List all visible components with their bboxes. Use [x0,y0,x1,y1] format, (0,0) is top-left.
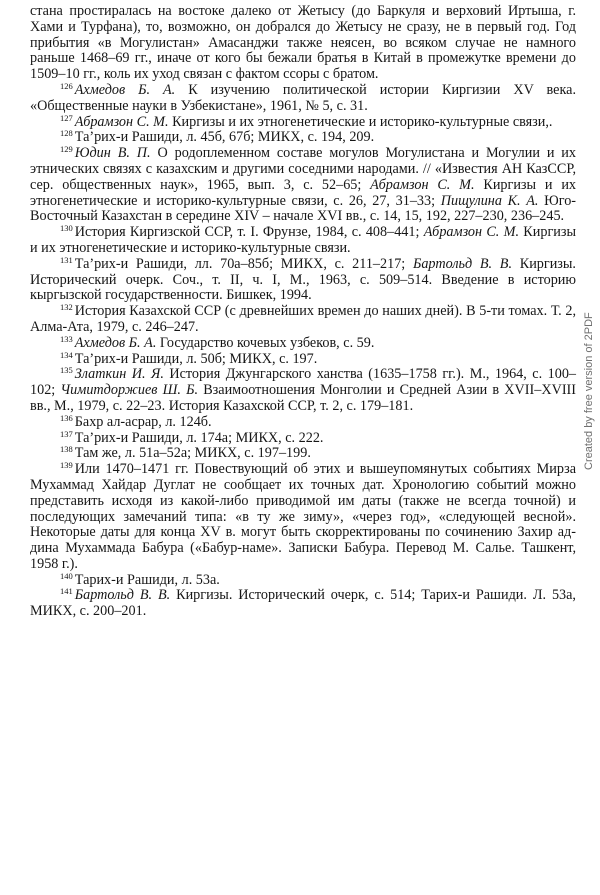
footnote-number: 138 [60,444,73,455]
footnote-number: 134 [60,349,73,360]
footnote-text: Киргизы. Исторический очерк. Соч., т. II, ч. I, М., 1963, с. 509–514. Введение в историю кыргызской государственности. Бишкек, 1994. [30,255,576,304]
footnote [30,349,576,368]
footnote-text: История Джунгарского ханства (1635–1758 гг.). М., 1964, с. 100–102; [30,366,577,399]
footnote-text: Взаимоотношения Монголии и Средней Азии в XVII–XVIII вв., М., 1979, с. 22–23. История Казахской ССР, т. 2, с. 179–181. [30,382,577,414]
footnote-number: 128 [60,128,73,139]
footnote-number: 136 [60,412,73,423]
footnote-number: 135 [60,365,73,376]
footnote-number: 131 [60,254,73,265]
footnote-text: Юго-Восточный Казахстан в середине XIV – начале XVI вв., с. 14, 15, 192, 227–230, 236–245. [30,192,577,225]
footnote-number: 129 [60,144,73,155]
footnote [30,112,576,131]
footnotes-list [30,80,577,620]
footnote-text: Или 1470–1471 гг. Повествующий об этих и вышеупомянутых событиях Мирза Мухаммад Хайдар Дуглат не сообщает их точных дат. Хронологию событий можно представить исходя из какой-либо приводимой им даты (также не всегда точной) и последующих замечаний типа: «в ту же зиму», «через год», «следующей весной». Некоторые даты для конца XV в. могут быть скорректированы по сочинению Захир ад-дина Мухаммада Бабура («Бабур-наме». Записки Бабура. Перевод М. Салье. Ташкент, 1958 г.). [30,461,576,572]
footnote-text: Та’рих-и Рашиди, л. 174а; МИКХ, с. 222. [74,429,324,446]
footnote-text: Киргизы и их этногенетические и историко-культурные связи,. [168,113,553,130]
footnote [30,428,576,447]
footnote [30,146,576,225]
footnote-text: Киргизы. Исторический очерк, с. 514; Тарих-и Рашиди. Л. 53а, МИКХ, с. 200–201. [30,587,576,620]
footnote [30,412,576,431]
footnote [30,588,576,620]
footnote-text: Там же, л. 51а–52а; МИКХ, с. 197–199. [74,445,311,462]
intro-paragraph: стана простиралась на востоке далеко от Жетысу (до Баркуля и верховий Иртыша, г. Хами и Турфана), то, возможно, он добрался до Жетысу не сразу, не в первый год. Год прибытия «в Могулистан» Амасанджи также неясен, во всяком случае не намного раньше 1468–69 гг., иначе от кого бы бежали братья в Китай в промежутке времени до 1509–10 гг., коль их уход связан с фактом ссоры с братом. [30,3,576,83]
footnote [30,225,576,257]
footnote-author: Бартольд В. В. [74,587,171,604]
footnote-number: 132 [60,302,73,313]
footnote-text: Киргизы и их этногенетические и историко-культурные связи, с. 26, 27, 31–33; [30,176,577,209]
page-body [30,4,576,620]
watermark: Created by free version of 2PDF [583,312,595,470]
footnote-author: Ахмедов Б. А. [74,334,157,351]
footnote-text: К изучению политической истории Киргизии XV века. «Общественные науки в Узбекистане», 1961, № 5, с. 31. [30,81,576,114]
footnote [30,80,576,115]
footnote [30,130,576,146]
footnote-text: Тарих-и Рашиди, л. 53а. [74,571,220,588]
footnote-author: Абрамзон С. М. [423,224,520,241]
footnote-number: 139 [60,460,73,471]
footnote-text: О родоплеменном составе могулов Могулистана и Могулии и их этнических связях с казахским и другими соседними народами. // «Известия АН КазССР, сер. общественных наук», 1965, вып. 3, с. 52–65; [30,145,576,193]
footnote-text: Та’рих-и Рашиди, л. 50б; МИКХ, с. 197. [74,350,318,367]
footnote-text: Та’рих-и Рашиди, лл. 70а–85б; МИКХ, с. 211–217; [74,255,413,272]
footnote-number: 126 [60,80,73,91]
footnote-author: Златкин И. Я. [74,366,164,383]
footnote [30,254,576,304]
footnote [30,446,576,462]
footnote-author: Юдин В. П. [74,145,151,162]
footnote [30,462,576,573]
footnote-author: Бартольд В. В. [412,255,513,272]
footnote-number: 140 [60,570,73,581]
footnote-number: 127 [60,112,73,123]
footnote-text: Та’рих-и Рашиди, л. 45б, 67б; МИКХ, с. 194, 209. [74,129,375,146]
footnote-author: Ахмедов Б. А. [74,81,176,98]
footnote-number: 130 [60,223,73,234]
footnote-author: Абрамзон С. М. [370,176,475,193]
footnote-author: Чимитдоржиев Ш. Б. [60,382,199,399]
footnote-text: Государство кочевых узбеков, с. 59. [156,334,375,351]
footnote-number: 141 [60,586,73,597]
footnote-text: Киргизы и их этногенетические и историко-культурные связи. [30,224,577,256]
footnote-number: 137 [60,428,73,439]
footnote-text: Бахр ал-асрар, л. 124б. [74,413,212,430]
footnote-author: Пищулина К. А. [440,192,539,209]
footnote-number: 133 [60,333,73,344]
footnote-text: История Киргизской ССР, т. I. Фрунзе, 1984, с. 408–441; [74,224,424,241]
footnote [30,304,576,336]
footnote-author: Абрамзон С. М. [74,113,169,130]
footnote-text: История Казахской ССР (с древнейших времен до наших дней). В 5-ти томах. Т. 2, Алма-Ата, 1979, с. 246–247. [30,303,576,335]
footnote [30,333,576,352]
footnote [30,367,576,414]
